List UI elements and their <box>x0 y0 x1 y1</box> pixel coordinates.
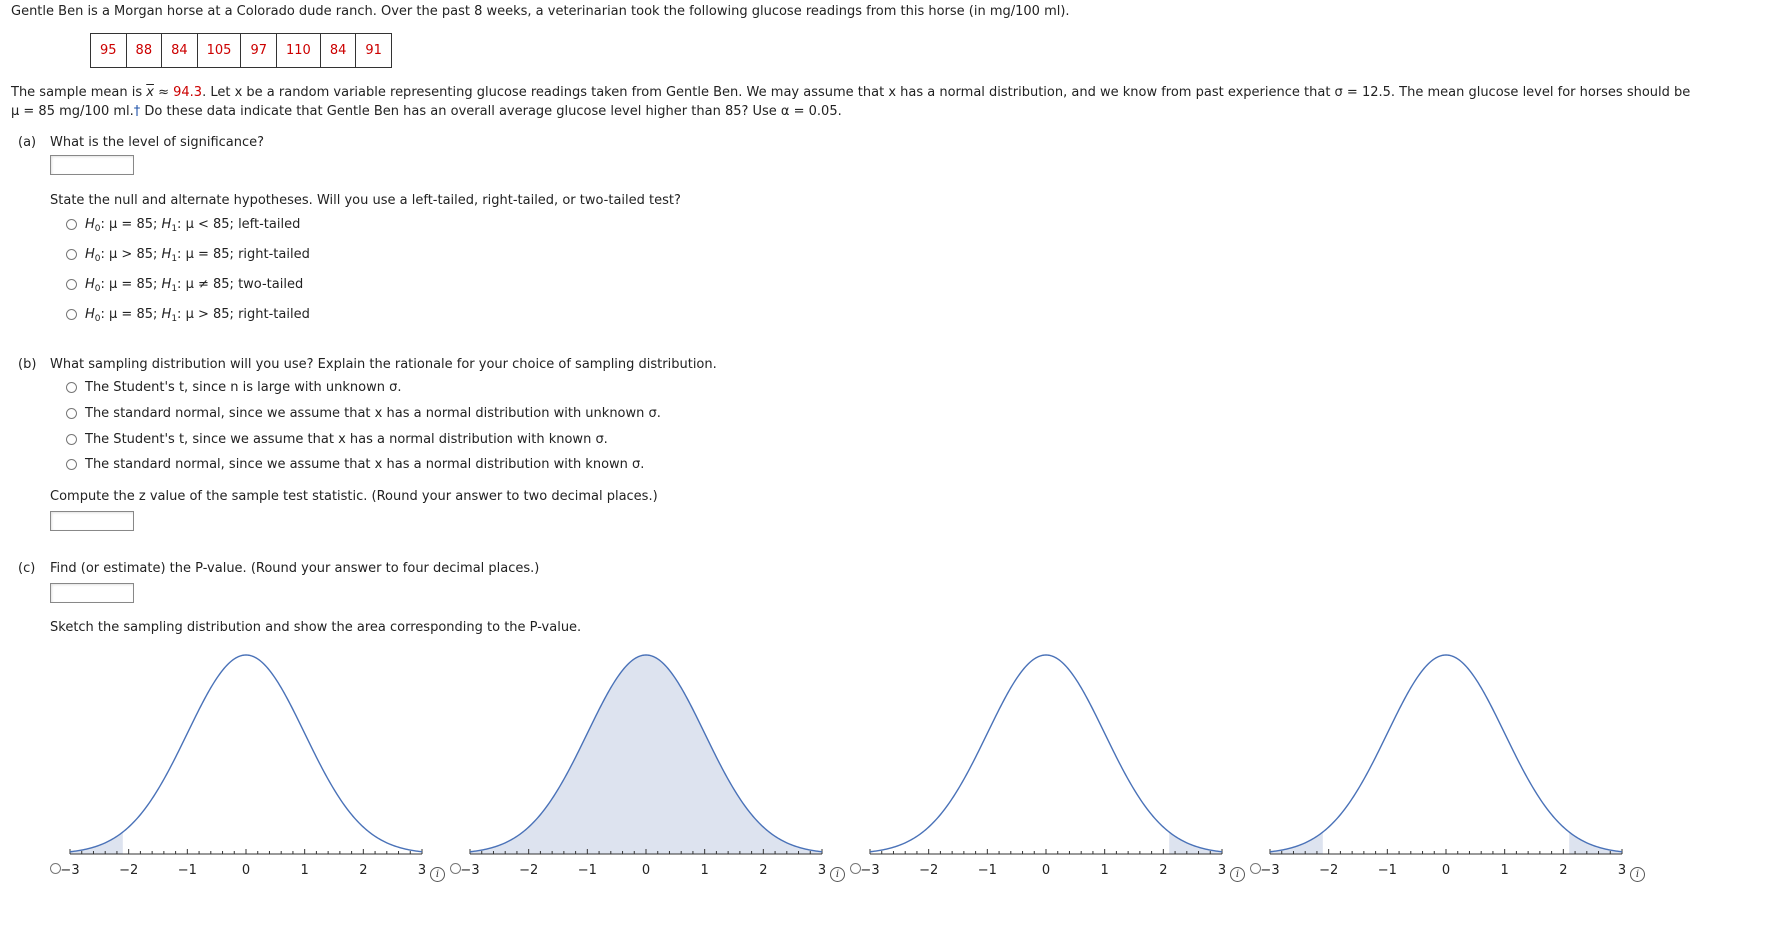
tick-label: 1 <box>300 863 309 878</box>
tick-label: 1 <box>1100 863 1109 878</box>
radio-button[interactable] <box>66 382 77 393</box>
graph-right-tail <box>860 650 1228 880</box>
graph-option-radio-2[interactable] <box>450 863 461 874</box>
reading-cell: 105 <box>197 34 241 68</box>
normal-curve <box>70 655 422 852</box>
reading-cell: 84 <box>320 34 356 68</box>
reading-cell: 110 <box>277 34 321 68</box>
normal-curve-chart <box>60 650 428 880</box>
graph-option-radio-3[interactable] <box>850 863 861 874</box>
tick-label: −3 <box>860 863 880 878</box>
part-c-label: (c) <box>18 561 36 576</box>
hypothesis-option-4[interactable]: $H_0$: μ = 85; $H_1$: μ > 85; right-tailed <box>66 307 310 322</box>
glucose-readings-table <box>90 33 392 68</box>
tick-label: 2 <box>759 863 768 878</box>
tick-label: 0 <box>1041 863 1051 878</box>
reading-cell: 91 <box>356 34 392 68</box>
tick-label: −1 <box>977 863 997 878</box>
distribution-option-1[interactable]: The Student's t, since n is large with unknown σ. <box>66 380 401 395</box>
radio-button[interactable] <box>66 434 77 445</box>
tick-label: −1 <box>177 863 197 878</box>
info-icon[interactable]: i <box>1230 867 1245 882</box>
tick-label: 0 <box>241 863 251 878</box>
tick-label: 2 <box>1559 863 1568 878</box>
mu-text: μ = 85 mg/100 ml. <box>11 104 134 119</box>
graph-center <box>460 650 828 880</box>
tick-label: 3 <box>817 863 827 878</box>
sentence-2: Do these data indicate that Gentle Ben has an overall average glucose level higher than 85? Use α = 0.05. <box>144 104 842 119</box>
problem-intro: Gentle Ben is a Morgan horse at a Colorado dude ranch. Over the past 8 weeks, a veterinarian took the following glucose readings from this horse (in mg/100 ml). <box>11 4 1070 19</box>
distribution-option-2[interactable]: The standard normal, since we assume that x has a normal distribution with unknown σ. <box>66 406 661 421</box>
tick-label: −2 <box>919 863 939 878</box>
distribution-option-3[interactable]: The Student's t, since we assume that x has a normal distribution with known σ. <box>66 432 608 447</box>
z-value-prompt: Compute the z value of the sample test statistic. (Round your answer to two decimal places.) <box>50 489 658 504</box>
tick-label: 2 <box>1159 863 1168 878</box>
reading-cell: 95 <box>91 34 127 68</box>
footnote-dagger[interactable]: † <box>133 104 141 119</box>
info-icon[interactable]: i <box>430 867 445 882</box>
tick-label: −1 <box>577 863 597 878</box>
significance-input[interactable] <box>50 155 134 175</box>
hypothesis-option-1[interactable]: $H_0$: μ = 85; $H_1$: μ < 85; left-tailed <box>66 217 300 232</box>
tick-label: 1 <box>1500 863 1509 878</box>
info-icon[interactable]: i <box>830 867 845 882</box>
tick-label: 3 <box>1617 863 1627 878</box>
distribution-option-4[interactable]: The standard normal, since we assume that x has a normal distribution with known σ. <box>66 457 644 472</box>
graph-left-tail <box>60 650 428 880</box>
sentence-1: Let x be a random variable representing glucose readings taken from Gentle Ben. We may assume that x has a normal distribution, and we know from past experience that σ = 12.5. The mean glucose level for horses should be <box>210 85 1691 100</box>
radio-button[interactable] <box>66 459 77 470</box>
info-icon[interactable]: i <box>1630 867 1645 882</box>
reading-cell: 97 <box>241 34 277 68</box>
hypotheses-prompt: State the null and alternate hypotheses. Will you use a left-tailed, right-tailed, or two-tailed test? <box>50 193 681 208</box>
normal-curve <box>1270 655 1622 852</box>
tick-label: −2 <box>519 863 539 878</box>
normal-curve-chart <box>1260 650 1628 880</box>
tick-label: −2 <box>1319 863 1339 878</box>
sketch-prompt: Sketch the sampling distribution and show the area corresponding to the P-value. <box>50 620 582 635</box>
graph-two-tails <box>1260 650 1628 880</box>
part-a-label: (a) <box>18 135 37 150</box>
radio-button[interactable] <box>66 249 77 260</box>
part-b-label: (b) <box>18 357 37 372</box>
reading-cell: 84 <box>162 34 198 68</box>
x-bar-symbol: $\overline{x}$ <box>146 85 154 100</box>
graph-option-radio-1[interactable] <box>50 863 61 874</box>
part-a-question: What is the level of significance? <box>50 135 265 150</box>
tick-label: 3 <box>1217 863 1227 878</box>
problem-paragraph: The sample mean is $\overline{x} \approx 94.3$. Let x be a random variable representing glucose readings taken from Gentle Ben. We may assume that x has a normal distribution, and we know from past experience that σ = 12.5. The mean glucose level for horses should be μ = 85 mg/100 ml.† Do these data indicate that Gentle Ben has an overall average glucose level higher than 85? Use α = 0.05. <box>11 85 1691 119</box>
p-value-input[interactable] <box>50 583 134 603</box>
sample-mean-value: 94.3 <box>173 85 203 100</box>
part-c-question: Find (or estimate) the P-value. (Round your answer to four decimal places.) <box>50 561 540 576</box>
mean-prefix: The sample mean is <box>11 85 143 100</box>
tick-label: −3 <box>460 863 480 878</box>
reading-cell: 88 <box>126 34 162 68</box>
tick-label: 2 <box>359 863 368 878</box>
radio-button[interactable] <box>66 219 77 230</box>
part-b-question: What sampling distribution will you use? Explain the rationale for your choice of sampling distribution. <box>50 357 717 372</box>
normal-curve <box>870 655 1222 852</box>
tick-label: −3 <box>60 863 80 878</box>
tick-label: 3 <box>417 863 427 878</box>
radio-button[interactable] <box>66 408 77 419</box>
tick-label: 0 <box>641 863 651 878</box>
normal-curve-chart <box>460 650 828 880</box>
radio-button[interactable] <box>66 309 77 320</box>
z-value-input[interactable] <box>50 511 134 531</box>
normal-curve-chart <box>860 650 1228 880</box>
hypothesis-option-2[interactable]: $H_0$: μ > 85; $H_1$: μ = 85; right-tailed <box>66 247 310 262</box>
tick-label: 1 <box>700 863 709 878</box>
hypothesis-option-3[interactable]: $H_0$: μ = 85; $H_1$: μ ≠ 85; two-tailed <box>66 277 303 292</box>
graph-option-radio-4[interactable] <box>1250 863 1261 874</box>
tick-label: −1 <box>1377 863 1397 878</box>
radio-button[interactable] <box>66 279 77 290</box>
tick-label: 0 <box>1441 863 1451 878</box>
tick-label: −2 <box>119 863 139 878</box>
shaded-area <box>470 655 822 854</box>
tick-label: −3 <box>1260 863 1280 878</box>
